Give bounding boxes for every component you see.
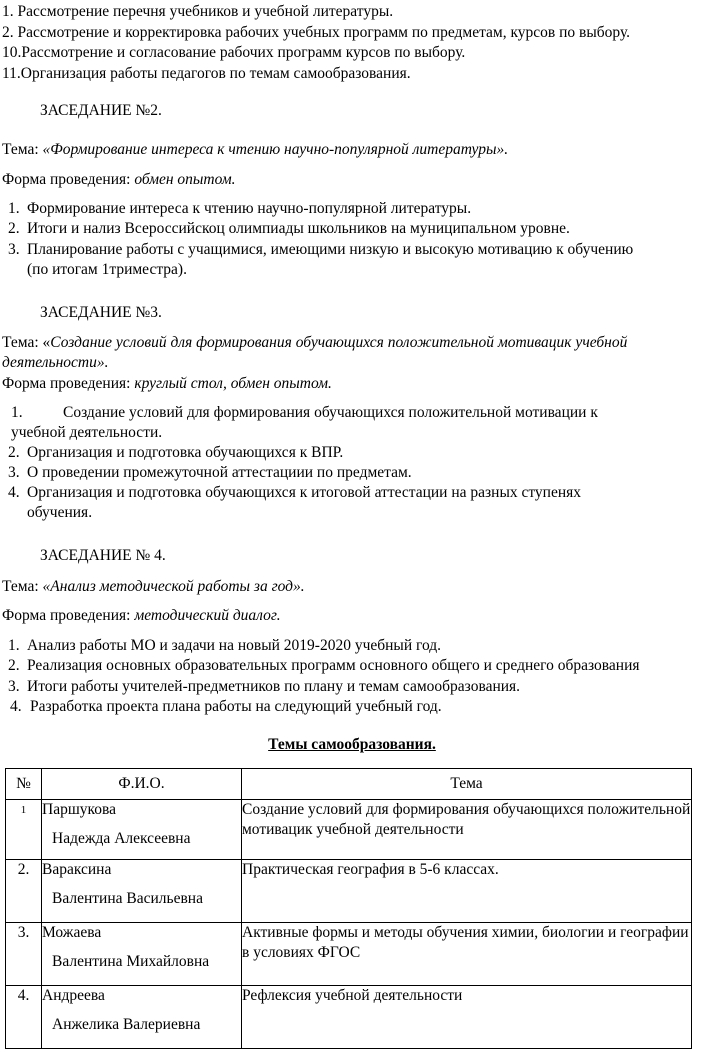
meeting2-item-3-cont: (по итогам 1триместра). (27, 261, 187, 278)
row-topic: Активные формы и методы обучения химии, биологии и географии в условиях ФГОС (242, 923, 692, 986)
topic-text: «Формирование интереса к чтению научно-популярной литературы». (42, 141, 509, 158)
intro-item-1: 1. Рассмотрение перечня учебников и учебной литературы. (2, 3, 394, 20)
intro-item-2: 2. Рассмотрение и корректировка рабочих учебных программ по предметам, курсов по выбору. (2, 24, 631, 41)
topic-label: Тема: (2, 141, 43, 158)
form-label: Форма проведения: (2, 375, 135, 392)
meeting4-item-4: 4. Разработка проекта плана работы на следующий учебный год. (10, 698, 442, 715)
intro-item-10: 10.Рассмотрение и согласование рабочих программ курсов по выбору. (2, 44, 466, 61)
row-number: 4. (6, 986, 42, 1049)
meeting3-topic-line2: деятельности». (2, 354, 109, 371)
meeting3-form (2, 374, 332, 394)
row-name: Андреева Анжелика Валериевна (42, 986, 242, 1049)
row-topic: Практическая география в 5-6 классах. (242, 860, 692, 923)
meeting4-title: ЗАСЕДАНИЕ № 4. (40, 547, 166, 564)
row-name: Вараксина Валентина Васильевна (42, 860, 242, 923)
form-label: Форма проведения: (2, 607, 135, 624)
meeting3-title: ЗАСЕДАНИЕ №3. (40, 304, 162, 321)
meeting3-item-2: 2. Организация и подготовка обучающихся к ВПР. (8, 444, 344, 461)
column-header-name: Ф.И.О. (42, 769, 242, 800)
column-header-number: № (6, 769, 42, 800)
topic-text: «Анализ методической работы за год». (42, 578, 305, 595)
meeting2-title: ЗАСЕДАНИЕ №2. (40, 102, 162, 119)
row-number: 1 (6, 800, 42, 860)
topic-label: Тема: « (2, 334, 51, 351)
meeting2-item-1: 1. Формирование интереса к чтению научно-популярной литературы. (8, 200, 472, 217)
meeting3-item-1: 1. Создание условий для формирования обучающихся положительной мотивации к (11, 404, 598, 421)
meeting4-item-3: 3. Итоги работы учителей-предметников по плану и темам самообразования. (8, 678, 521, 695)
topic-label: Тема: (2, 578, 43, 595)
row-name: Паршукова Надежда Алексеевна (42, 800, 242, 860)
form-text: методический диалог. (134, 607, 281, 624)
meeting2-item-3: 3. Планирование работы с учащимися, имеющими низкую и высокую мотивацию к обучению (8, 241, 634, 258)
themes-table (5, 768, 692, 1049)
meeting3-item-4: 4. Организация и подготовка обучающихся к итоговой аттестации на разных ступенях (8, 484, 582, 501)
column-header-topic: Тема (242, 769, 692, 800)
meeting4-topic (2, 577, 305, 597)
meeting4-item-2: 2. Реализация основных образовательных программ основного общего и среднего образования (8, 657, 640, 674)
meeting4-form (2, 606, 281, 626)
row-name: Можаева Валентина Михайловна (42, 923, 242, 986)
meeting3-item-3: 3. О проведении промежуточной аттестациии по предметам. (8, 464, 412, 481)
table-row (6, 986, 692, 1049)
meeting3-topic-line1 (2, 333, 627, 353)
meeting2-form (2, 170, 236, 190)
table-row (6, 800, 692, 860)
meeting4-item-1: 1. Анализ работы МО и задачи на новый 2019-2020 учебный год. (8, 637, 442, 654)
meeting2-item-2: 2. Итоги и нализ Всероссийскоц олимпиады школьников на муниципальном уровне. (8, 220, 570, 237)
meeting3-item-4-cont: обучения. (27, 504, 93, 521)
intro-item-11: 11.Организация работы педагогов по темам самообразования. (2, 65, 411, 82)
form-text: круглый стол, обмен опытом. (134, 375, 332, 392)
meeting2-topic (2, 140, 508, 160)
table-row (6, 860, 692, 923)
meeting3-item-1-cont: учебной деятельности. (11, 424, 163, 441)
topic-text: Создание условий для формирования обучающихся положительной мотивацик учебной (50, 334, 628, 351)
row-topic: Рефлексия учебной деятельности (242, 986, 692, 1049)
table-row (6, 923, 692, 986)
themes-heading: Темы самообразования. (268, 736, 436, 753)
form-text: обмен опытом. (134, 171, 236, 188)
row-topic: Создание условий для формирования обучающихся положительной мотивацик учебной деятельности (242, 800, 692, 860)
table-header-row (6, 769, 692, 800)
form-label: Форма проведения: (2, 171, 135, 188)
row-number: 3. (6, 923, 42, 986)
row-number: 2. (6, 860, 42, 923)
